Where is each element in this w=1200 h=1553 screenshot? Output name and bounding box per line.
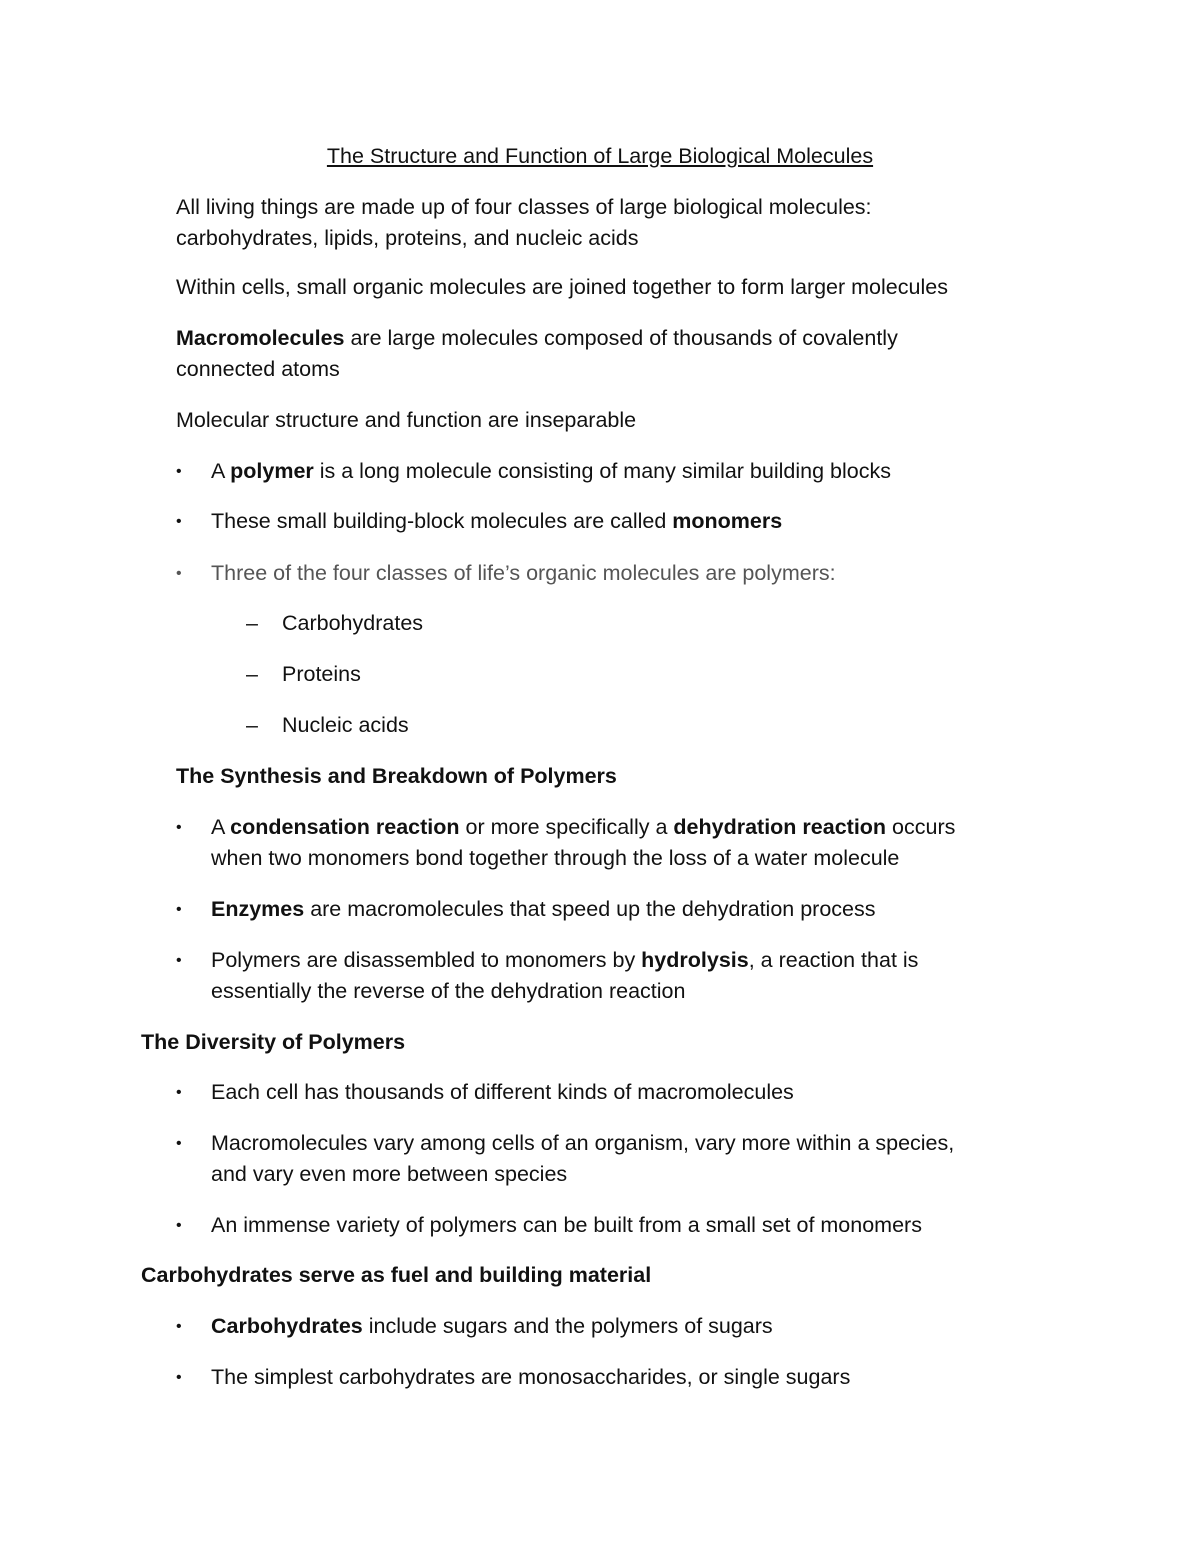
- intro-paragraph-3-text: are large molecules composed of thousands of covalently: [344, 326, 898, 350]
- bullet-marker: •: [176, 463, 182, 480]
- bullet-three-classes: Three of the four classes of life’s organic molecules are polymers:: [211, 561, 836, 585]
- intro-paragraph-4: Molecular structure and function are inseparable: [176, 408, 637, 432]
- heading-diversity: The Diversity of Polymers: [141, 1030, 406, 1054]
- bullet-polymer: [211, 456, 891, 487]
- bullet-marker: •: [176, 1135, 182, 1152]
- term-hydrolysis: hydrolysis: [641, 948, 749, 972]
- term-condensation-reaction: condensation reaction: [230, 815, 460, 839]
- bullet-carbohydrates: [211, 1311, 773, 1342]
- bullet-vary-line-2: and vary even more between species: [211, 1162, 568, 1186]
- bullet-monosaccharides: The simplest carbohydrates are monosaccharides, or single sugars: [211, 1365, 851, 1389]
- term-enzymes: Enzymes: [211, 897, 305, 921]
- bullet-marker: •: [176, 1084, 182, 1101]
- bullet-marker: •: [176, 513, 182, 530]
- term-dehydration-reaction: dehydration reaction: [673, 815, 887, 839]
- bullet-text: A: [211, 459, 231, 483]
- bullet-text: include sugars and the polymers of sugars: [362, 1314, 773, 1338]
- bullet-text: is a long molecule consisting of many similar building blocks: [313, 459, 891, 483]
- dash-marker: –: [246, 662, 258, 686]
- term-carbohydrates: Carbohydrates: [211, 1314, 363, 1338]
- bullet-marker: •: [176, 565, 182, 582]
- bullet-marker: •: [176, 901, 182, 918]
- intro-paragraph-1-line-1: All living things are made up of four classes of large biological molecules:: [176, 195, 872, 219]
- bullet-hydrolysis-line-2: essentially the reverse of the dehydration reaction: [211, 979, 686, 1003]
- sub-item-nucleic-acids: Nucleic acids: [282, 713, 409, 737]
- bullet-text: A: [211, 815, 231, 839]
- intro-paragraph-2: Within cells, small organic molecules are joined together to form larger molecules: [176, 275, 948, 299]
- bullet-condensation-line-1: [211, 812, 955, 843]
- bullet-text: or more specifically a: [459, 815, 674, 839]
- bullet-text: Polymers are disassembled to monomers by: [211, 948, 642, 972]
- bullet-marker: •: [176, 1217, 182, 1234]
- dash-marker: –: [246, 611, 258, 635]
- bullet-hydrolysis-line-1: [211, 945, 918, 976]
- bullet-enzymes: [211, 894, 876, 925]
- bullet-text: occurs: [886, 815, 956, 839]
- intro-paragraph-1-line-2: carbohydrates, lipids, proteins, and nucleic acids: [176, 226, 639, 250]
- bullet-monomers: [211, 506, 782, 537]
- sub-item-proteins: Proteins: [282, 662, 361, 686]
- term-macromolecules: Macromolecules: [176, 326, 345, 350]
- bullet-text: are macromolecules that speed up the dehydration process: [304, 897, 876, 921]
- bullet-marker: •: [176, 1318, 182, 1335]
- bullet-vary-line-1: Macromolecules vary among cells of an organism, vary more within a species,: [211, 1131, 955, 1155]
- bullet-text: , a reaction that is: [748, 948, 919, 972]
- heading-synthesis: The Synthesis and Breakdown of Polymers: [176, 764, 617, 788]
- bullet-marker: •: [176, 819, 182, 836]
- bullet-text: These small building-block molecules are called: [211, 509, 673, 533]
- bullet-marker: •: [176, 1369, 182, 1386]
- bullet-immense-variety: An immense variety of polymers can be built from a small set of monomers: [211, 1213, 922, 1237]
- page-title: The Structure and Function of Large Biological Molecules: [326, 144, 874, 168]
- dash-marker: –: [246, 713, 258, 737]
- bullet-marker: •: [176, 952, 182, 969]
- bullet-each-cell: Each cell has thousands of different kinds of macromolecules: [211, 1080, 794, 1104]
- sub-item-carbohydrates: Carbohydrates: [282, 611, 424, 635]
- intro-paragraph-3-line-2: connected atoms: [176, 357, 340, 381]
- term-polymer: polymer: [230, 459, 314, 483]
- term-monomers: monomers: [672, 509, 783, 533]
- intro-paragraph-3-line-1: [176, 323, 898, 354]
- heading-carbohydrates: Carbohydrates serve as fuel and building material: [141, 1263, 652, 1287]
- bullet-condensation-line-2: when two monomers bond together through the loss of a water molecule: [211, 846, 900, 870]
